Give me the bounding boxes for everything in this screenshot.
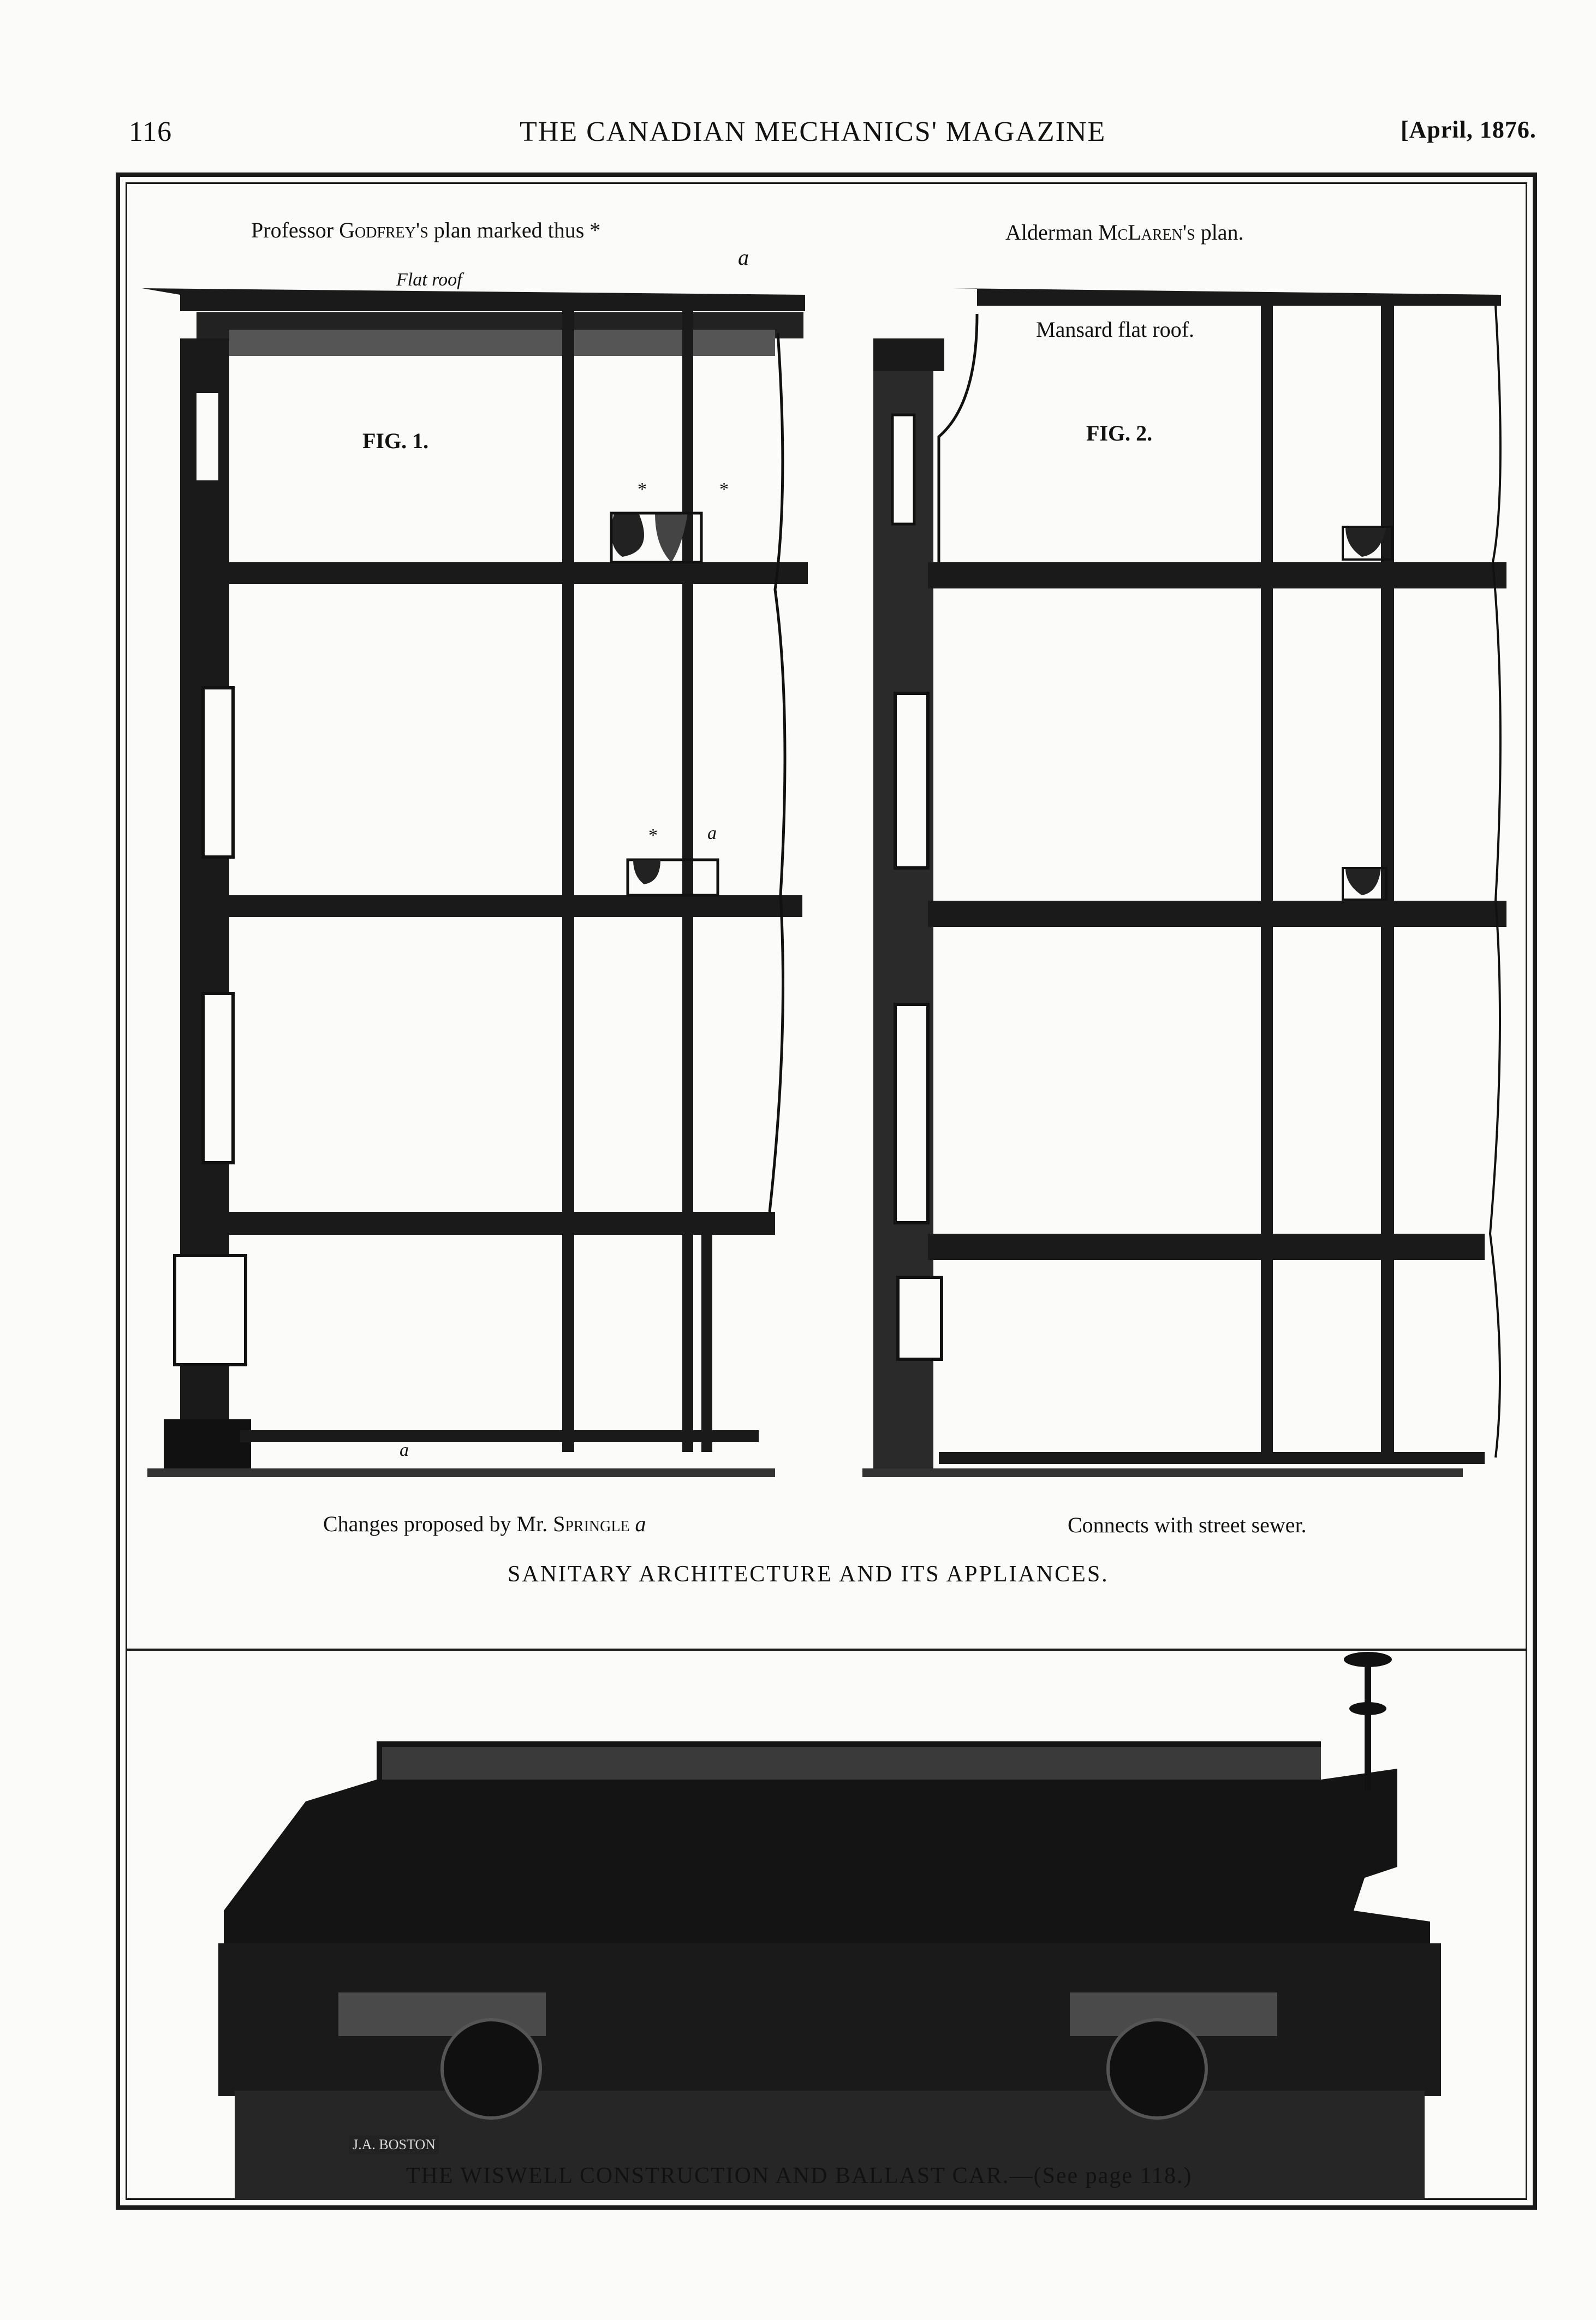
fig2-mansard-label: Mansard flat roof. [1036, 317, 1194, 342]
fig2-plan-label: Alderman McLaren's plan. [1005, 220, 1244, 245]
fig1-flat-roof-label: Flat roof [396, 270, 462, 290]
ballast-car-caption: THE WISWELL CONSTRUCTION AND BALLAST CAR.—(See page 118.) [406, 2163, 1193, 2188]
fig1-label: FIG. 1. [362, 429, 429, 453]
issue-date: [April, 1876. [1401, 116, 1537, 143]
fig1-marker-a: a [738, 245, 749, 270]
fig1-basin-star-3: * [648, 825, 658, 846]
sanitary-caption: SANITARY ARCHITECTURE AND ITS APPLIANCES. [508, 1562, 1109, 1587]
fig1-building-section [142, 288, 808, 1477]
street-sewer-label: Connects with street sewer. [1068, 1513, 1307, 1537]
magazine-title: THE CANADIAN MECHANICS' MAGAZINE [520, 116, 1106, 147]
fig1-plan-label: Professor Godfrey's plan marked thus * [251, 218, 601, 242]
fig1-basin-star-2: * [719, 479, 729, 499]
page-number: 116 [129, 116, 172, 147]
springle-changes-label: Changes proposed by Mr. Springle a [323, 1512, 646, 1536]
fig1-drain-marker-a: a [400, 1440, 409, 1460]
fig1-basin-marker-a: a [707, 823, 717, 843]
fig2-label: FIG. 2. [1086, 421, 1153, 445]
engraver-mark: J.A. BOSTON [349, 2135, 439, 2154]
fig2-building-section [862, 288, 1506, 1477]
fig1-basin-star-1: * [638, 479, 647, 499]
ballast-car-engraving [213, 1652, 1446, 2211]
